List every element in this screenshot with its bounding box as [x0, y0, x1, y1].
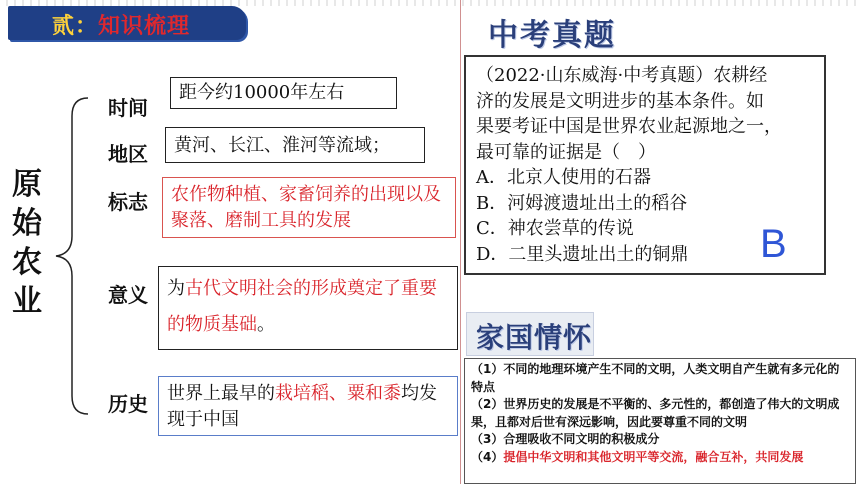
homeland-section-title: 家国情怀	[476, 321, 593, 354]
homeland-item-highlight: 提倡中华文明和其他文明平等交流，融合互补，共同发展	[503, 449, 804, 464]
homeland-item: （2）世界历史的发展是不平衡的、多元性的，都创造了伟大的文明成果，且都对后世有深远影响，因此要尊重不同的文明	[471, 397, 840, 429]
answer-letter: B	[760, 222, 787, 266]
question-line: （2022·山东威海·中考真题）农耕经	[476, 65, 768, 86]
exam-section-title: 中考真题	[488, 18, 616, 53]
history-suffix: 均发现于中国	[167, 383, 437, 430]
homeland-item-prefix: （4）	[471, 449, 504, 464]
row-label-region: 地区	[108, 142, 148, 166]
homeland-item	[471, 449, 849, 467]
sign-content: 农作物种植、家畜饲养的出现以及聚落、磨制工具的发展	[171, 184, 441, 231]
option-c: C．神农尝草的传说	[476, 218, 634, 239]
region-content-box	[165, 127, 425, 163]
row-label-significance: 意义	[108, 283, 148, 307]
question-line: 最可靠的证据是（ ）	[476, 141, 656, 163]
region-content: 黄河、长江、淮河等流域；	[174, 135, 390, 156]
option-a: A．北京人使用的石器	[476, 167, 651, 188]
time-content-box	[170, 77, 397, 109]
significance-content-box	[158, 266, 458, 350]
section-title-prefix: 贰：	[52, 14, 99, 39]
section-title-main: 知识梳理	[98, 14, 191, 39]
history-prefix: 世界上最早的	[167, 383, 275, 404]
time-content: 距今约10000年左右	[179, 82, 345, 103]
brace-connector	[50, 96, 90, 416]
question-line: 济的发展是文明进步的基本条件。如	[476, 90, 764, 112]
significance-suffix: 。	[257, 314, 275, 335]
option-b: B．河姆渡遗址出土的稻谷	[476, 192, 688, 214]
question-line: 果要考证中国是世界农业起源地之一，	[476, 116, 782, 137]
column-divider	[460, 0, 461, 484]
topic-label: 原始农业	[12, 167, 42, 319]
history-content-box	[158, 376, 458, 436]
homeland-item: （3）合理吸收不同文明的积极成分	[471, 432, 660, 446]
row-label-time: 时间	[108, 96, 148, 120]
row-label-history: 历史	[108, 392, 148, 416]
section-title	[52, 9, 190, 40]
sign-content-box	[162, 177, 456, 238]
history-highlight: 栽培稻、粟和黍	[275, 383, 401, 404]
homeland-item: （1）不同的地理环境产生不同的文明，人类文明自产生就有多元化的特点	[471, 362, 840, 394]
option-d: D．二里头遗址出土的铜鼎	[476, 243, 689, 265]
significance-highlight: 古代文明社会的形成奠定了重要的物质基础	[167, 278, 437, 335]
row-label-sign: 标志	[108, 190, 148, 214]
significance-prefix: 为	[167, 278, 185, 299]
homeland-content-box	[464, 358, 856, 484]
